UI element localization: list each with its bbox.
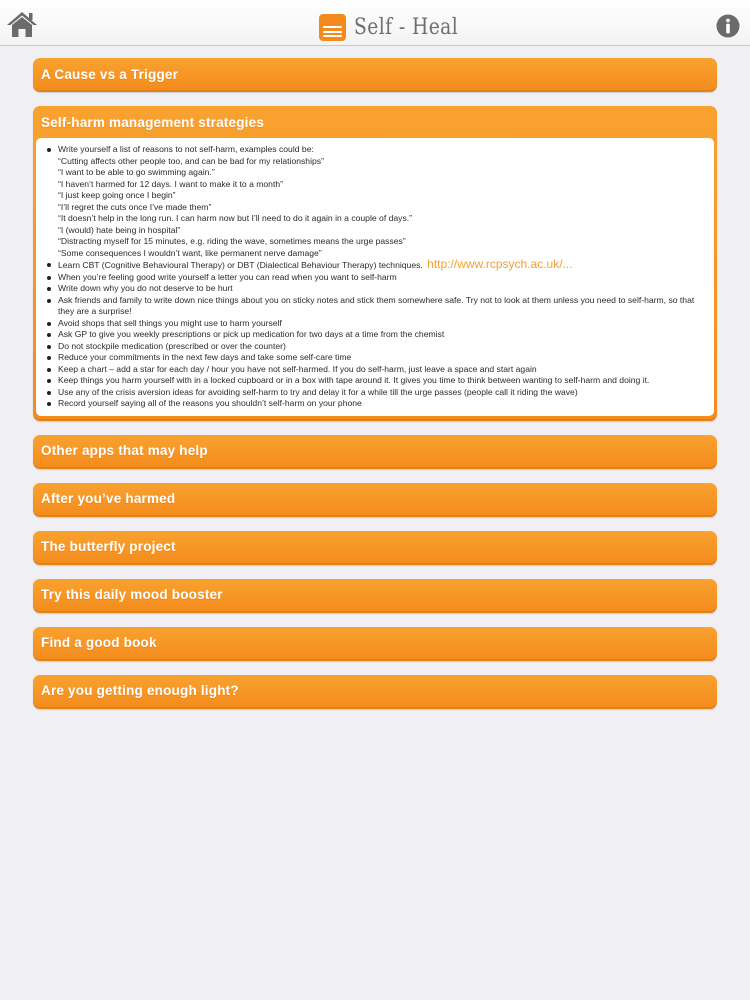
list-item xyxy=(58,144,704,259)
list-item: Write down why you do not deserve to be hurt xyxy=(58,283,704,295)
home-icon xyxy=(6,10,38,38)
section-header-enough-light[interactable] xyxy=(33,675,717,707)
home-button[interactable] xyxy=(6,10,38,38)
section-enough-light xyxy=(33,675,717,709)
example-line: “Distracting myself for 15 minutes, e.g. riding the wave, sometimes means the urge passes” xyxy=(58,236,406,246)
section-header-mood-booster[interactable] xyxy=(33,579,717,611)
example-line: “I’ll regret the cuts once I’ve made them” xyxy=(58,201,212,212)
example-line: “I just keep going once I begin” xyxy=(58,190,176,200)
example-line: “It doesn’t help in the long run. I can harm now but I’ll need to do it again in a couple of days.” xyxy=(58,213,412,223)
section-mood-booster xyxy=(33,579,717,613)
section-title: After you’ve harmed xyxy=(41,491,176,506)
section-butterfly-project xyxy=(33,531,717,565)
section-good-book xyxy=(33,627,717,661)
section-header-other-apps[interactable] xyxy=(33,435,717,467)
list-item: When you’re feeling good write yourself a letter you can read when you want to self-harm xyxy=(58,272,704,284)
rcpsych-link[interactable]: http://www.rcpsych.ac.uk/... xyxy=(427,257,573,271)
section-other-apps xyxy=(33,435,717,469)
info-icon xyxy=(716,14,740,38)
list-item: Do not stockpile medication (prescribed or over the counter) xyxy=(58,341,704,353)
top-navigation-bar xyxy=(0,0,750,46)
list-item: Use any of the crisis aversion ideas for avoiding self-harm to try and delay it for a while till the urge passes (people call it riding the wave) xyxy=(58,387,704,399)
section-title: Try this daily mood booster xyxy=(41,587,223,602)
section-title: The butterfly project xyxy=(41,539,176,554)
section-title: Self-harm management strategies xyxy=(41,114,265,130)
list-item: Record yourself saying all of the reasons you shouldn’t self-harm on your phone xyxy=(58,398,704,410)
section-header-after-harmed[interactable] xyxy=(33,483,717,515)
example-line: “I (would) hate being in hospital” xyxy=(58,224,181,235)
section-title: Find a good book xyxy=(41,635,157,650)
example-line: “Cutting affects other people too, and can be bad for my relationships” xyxy=(58,155,324,166)
app-brand xyxy=(319,12,477,42)
examples-list xyxy=(58,156,704,260)
app-logo-icon xyxy=(319,14,346,41)
example-line: “I haven’t harmed for 12 days. I want to make it to a month” xyxy=(58,178,283,189)
section-title: A Cause vs a Trigger xyxy=(41,66,179,82)
section-header-management-strategies[interactable] xyxy=(33,106,717,138)
section-title: Are you getting enough light? xyxy=(41,683,239,698)
section-cause-vs-trigger xyxy=(33,58,717,92)
section-title: Other apps that may help xyxy=(41,443,208,458)
example-line: “I want to be able to go swimming again.” xyxy=(58,167,215,177)
list-item: Keep a chart – add a star for each day / hour you have not self-harmed. If you do self-harm, just leave a space and start again xyxy=(58,364,704,376)
list-item: Avoid shops that sell things you might use to harm yourself xyxy=(58,318,704,330)
list-item: Ask friends and family to write down nice things about you on sticky notes and stick them somewhere safe. Try not to look at them unless you need to self-harm, so that they are a surprise! xyxy=(58,295,704,318)
strategies-list xyxy=(58,144,704,410)
sections-list xyxy=(33,58,717,723)
list-item: Ask GP to give you weekly prescriptions or pick up medication for two days at a time from the chemist xyxy=(58,329,704,341)
section-after-harmed xyxy=(33,483,717,517)
section-header-cause-vs-trigger[interactable] xyxy=(33,58,717,90)
section-header-good-book[interactable] xyxy=(33,627,717,659)
strategy-intro: Write yourself a list of reasons to not self-harm, examples could be: xyxy=(58,144,314,154)
section-header-butterfly-project[interactable] xyxy=(33,531,717,563)
list-item: Keep things you harm yourself with in a locked cupboard or in a box with tape around it. It gives you time to think between wanting to self-harm and doing it. xyxy=(58,375,704,387)
app-title: Self - Heal xyxy=(354,14,459,40)
section-management-strategies xyxy=(33,106,717,421)
cbt-text: Learn CBT (Cognitive Behavioural Therapy) or DBT (Dialectical Behaviour Therapy) techniques. xyxy=(58,260,423,270)
list-item: Reduce your commitments in the next few days and take some self-care time xyxy=(58,352,704,364)
example-line: “Some consequences I wouldn’t want, like permanent nerve damage” xyxy=(58,247,322,258)
list-item xyxy=(58,259,704,272)
strategies-body xyxy=(36,138,714,416)
info-button[interactable] xyxy=(716,14,740,38)
